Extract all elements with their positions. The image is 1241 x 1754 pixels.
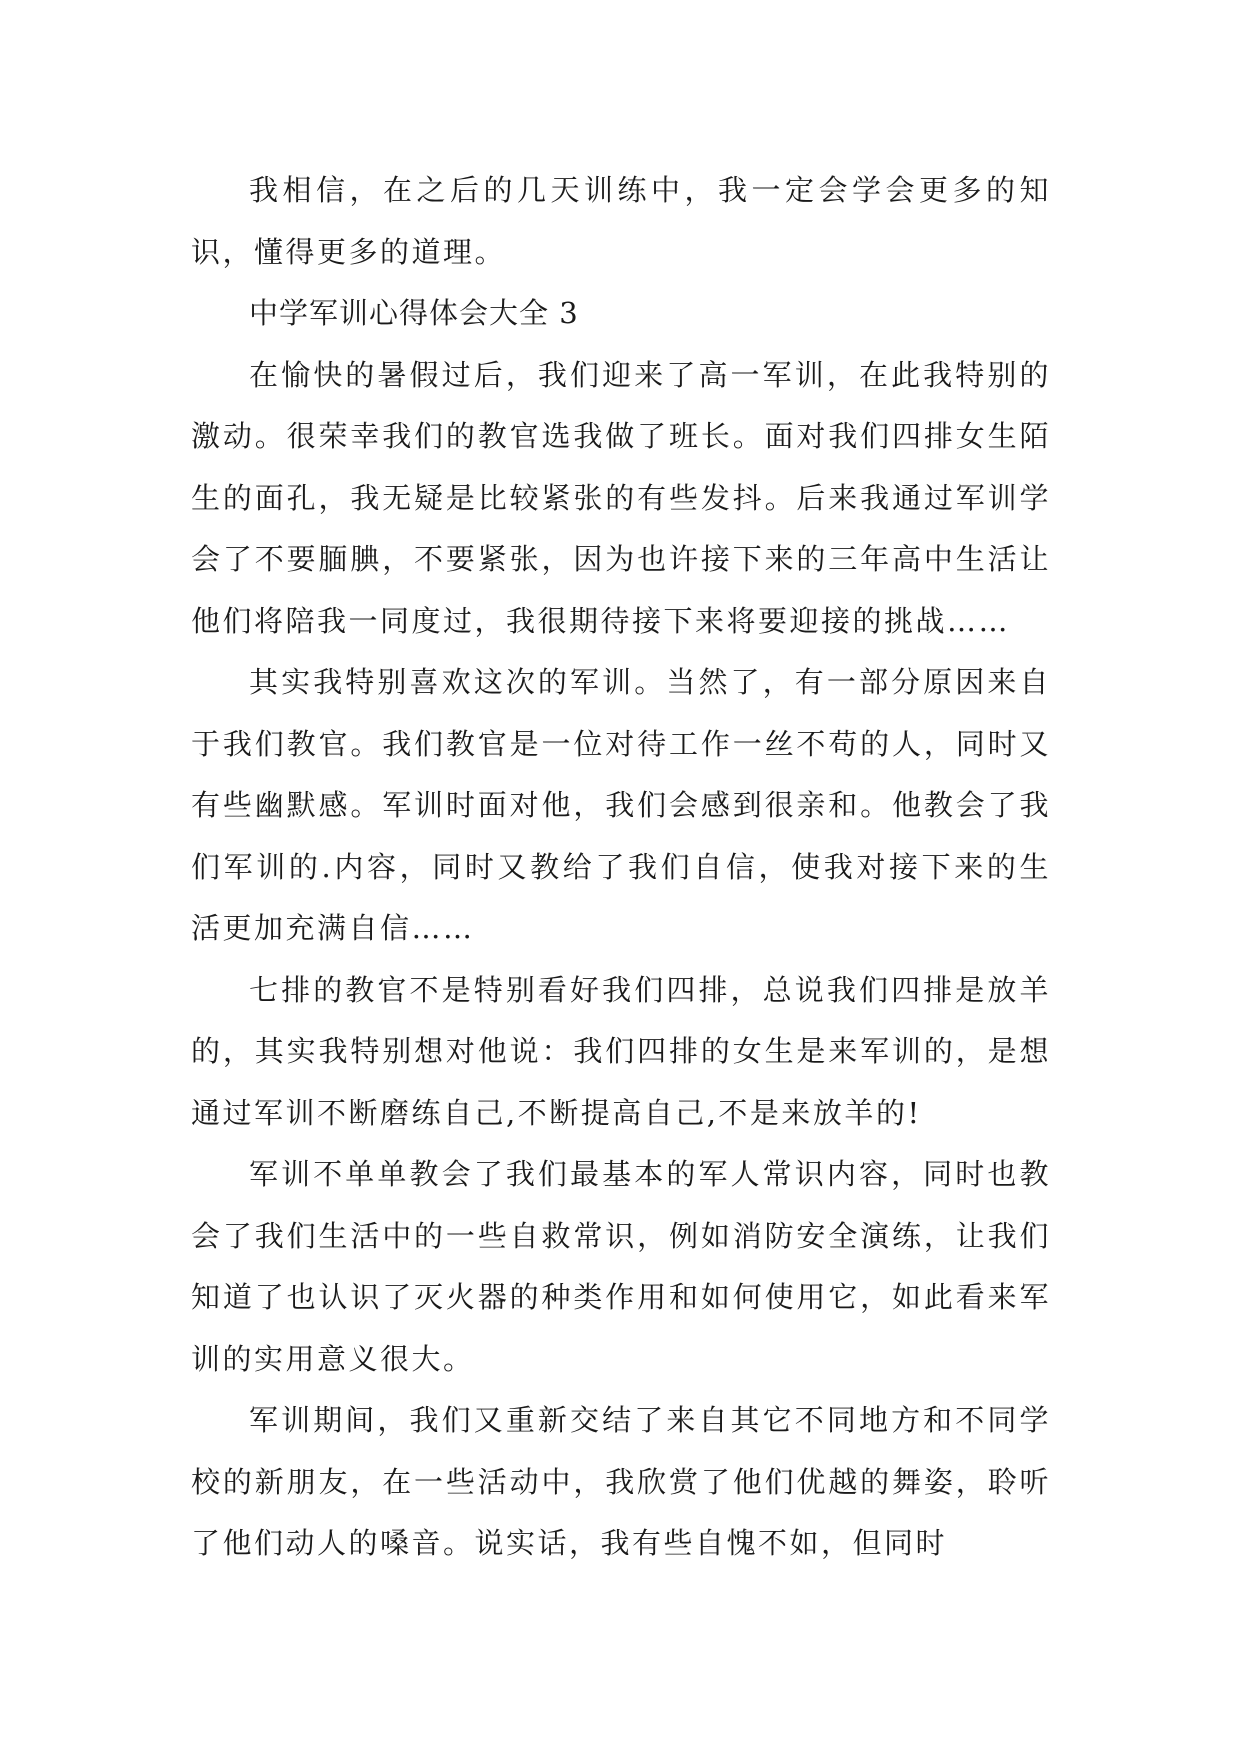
paragraph-platoon-seven: 七排的教官不是特别看好我们四排，总说我们四排是放羊的，其实我特别想对他说：我们四排的女生是来军训的，是想通过军训不断磨练自己,不断提高自己,不是来放羊的!	[191, 972, 1051, 1130]
paragraph-self-rescue: 军训不单单教会了我们最基本的军人常识内容，同时也教会了我们生活中的一些自救常识，例如消防安全演练，让我们知道了也认识了灭火器的种类作用和如何使用它，如此看来军训的实用意义很大。	[191, 1157, 1051, 1376]
paragraph-new-friends: 军训期间，我们又重新交结了来自其它不同地方和不同学校的新朋友，在一些活动中，我欣赏了他们优越的舞姿，聆听了他们动人的嗓音。说实话，我有些自愧不如，但同时	[191, 1403, 1051, 1560]
document-body	[191, 160, 1051, 1575]
paragraph-instructor: 其实我特别喜欢这次的军训。当然了，有一部分原因来自于我们教官。我们教官是一位对待工作一丝不苟的人，同时又有些幽默感。军训时面对他，我们会感到很亲和。他教会了我们军训的.内容，同时又教给了我们自信，使我对接下来的生活更加充满自信……	[191, 665, 1051, 945]
section-heading: 中学军训心得体会大全 3	[249, 296, 579, 330]
paragraph-summer-training: 在愉快的暑假过后，我们迎来了高一军训，在此我特别的激动。很荣幸我们的教官选我做了班长。面对我们四排女生陌生的面孔，我无疑是比较紧张的有些发抖。后来我通过军训学会了不要腼腆，不要紧张，因为也许接下来的三年高中生活让他们将陪我一同度过，我很期待接下来将要迎接的挑战……	[191, 357, 1051, 638]
paragraph-closing-belief: 我相信，在之后的几天训练中，我一定会学会更多的知识，懂得更多的道理。	[191, 173, 1051, 269]
